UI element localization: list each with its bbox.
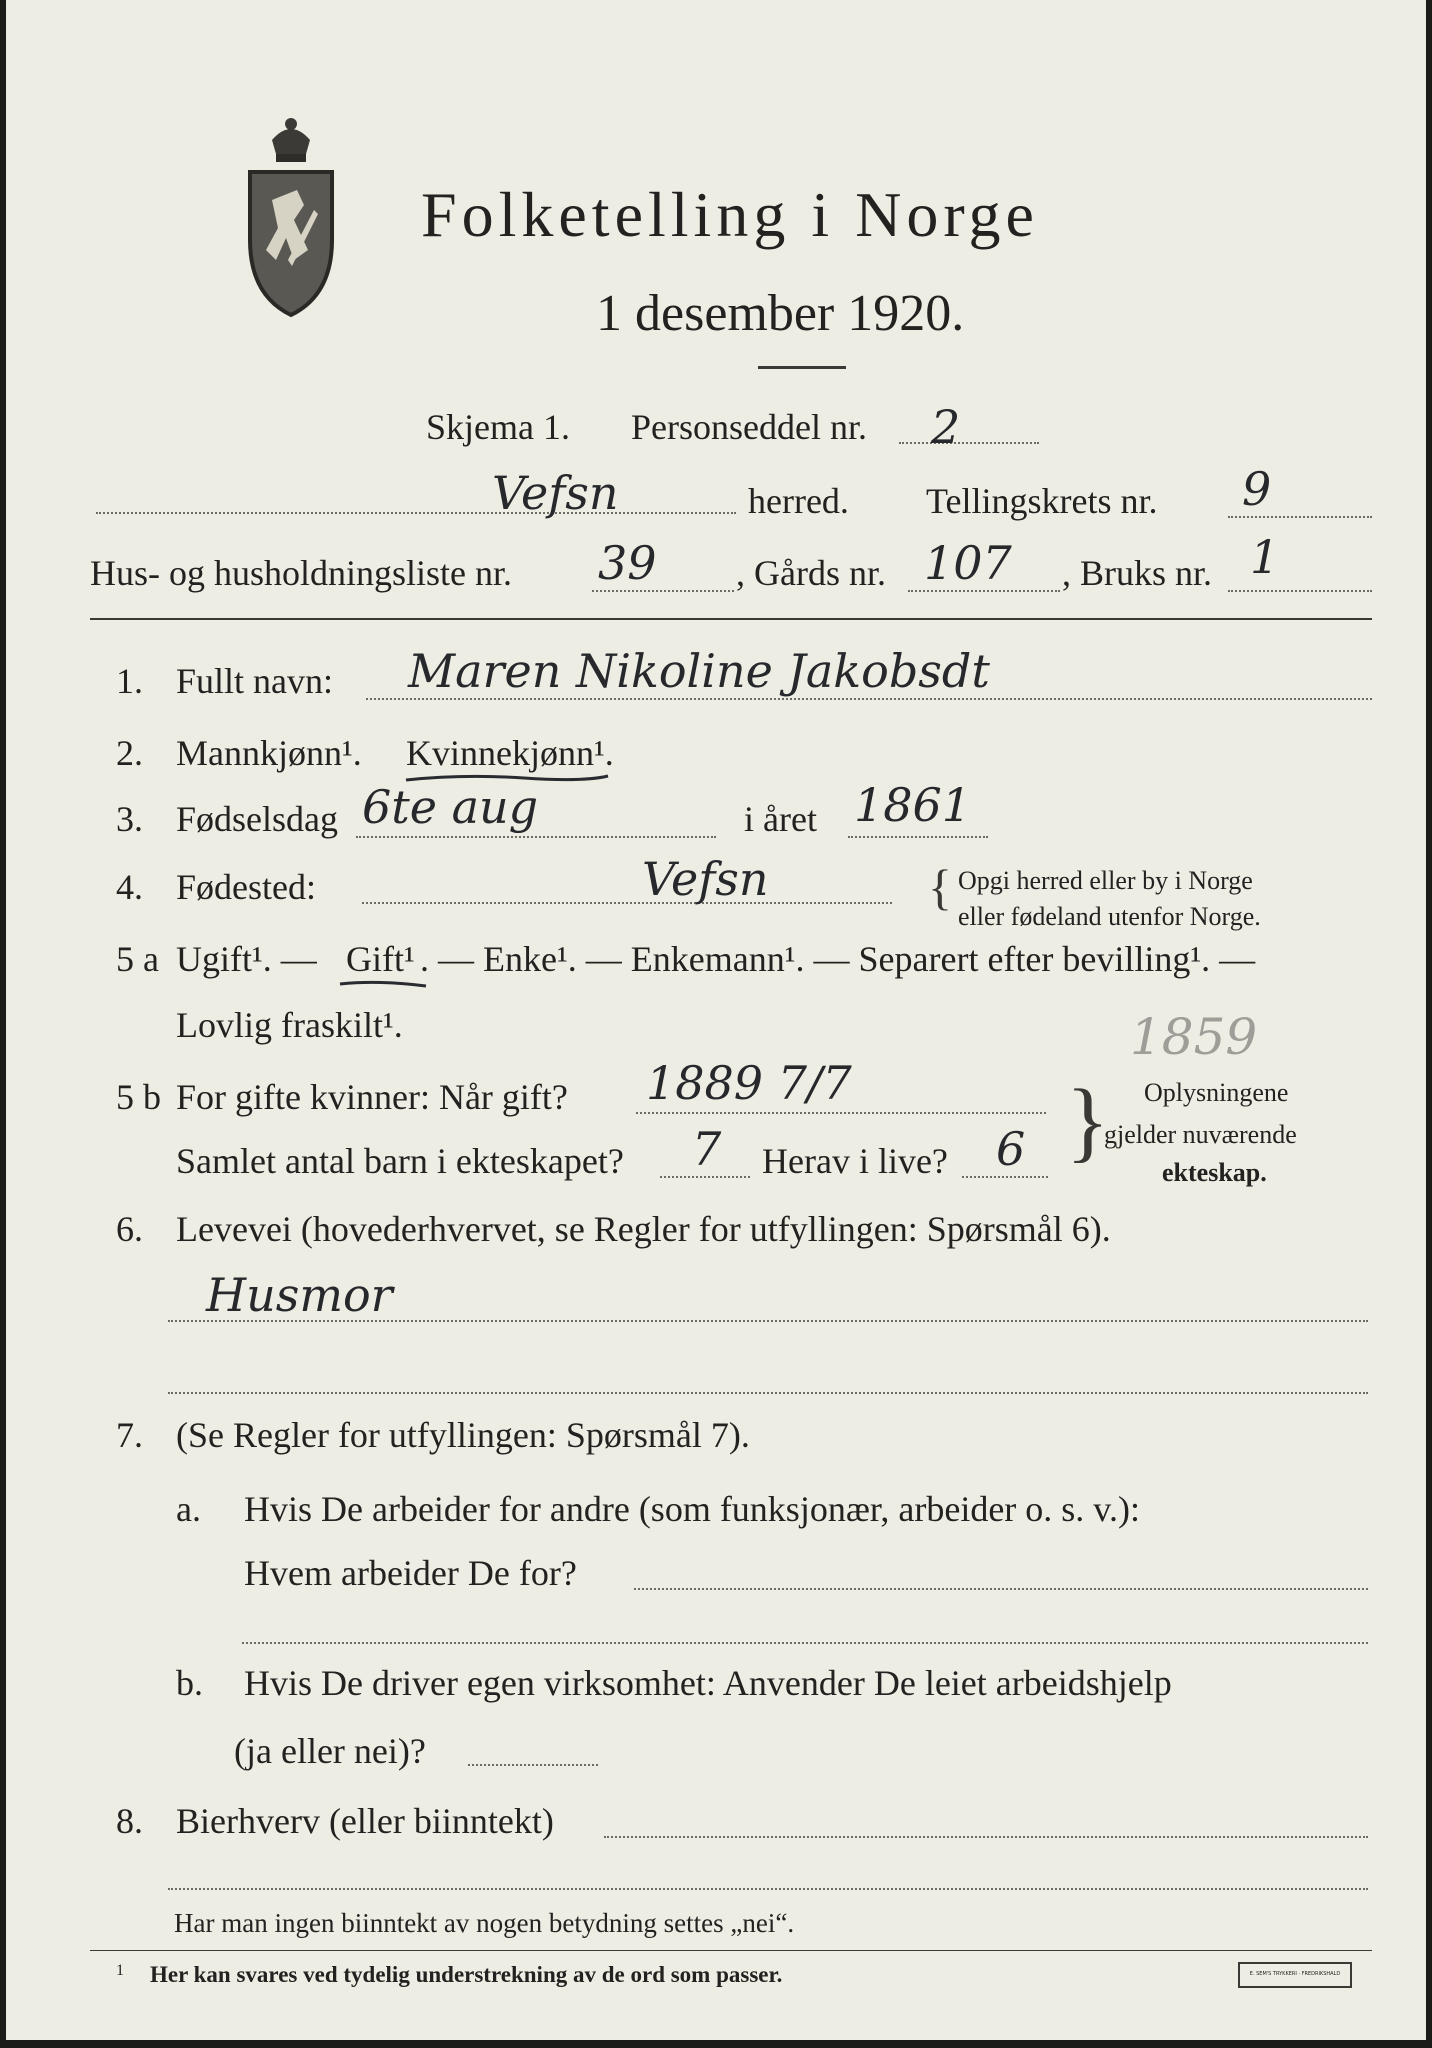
title-divider: [758, 366, 846, 369]
q3-year-label: i året: [744, 799, 817, 839]
q7b-question: (ja eller nei)?: [234, 1731, 426, 1771]
herred-value[interactable]: Vefsn: [492, 466, 619, 520]
q5b-note-line2: gjelder nuværende: [1104, 1120, 1297, 1149]
q7a-number: a.: [176, 1489, 201, 1529]
q5b-note-line1: Oplysningene: [1144, 1078, 1289, 1107]
q7b-text: Hvis De driver egen virksomhet: Anvender De leiet arbeidshjelp: [244, 1663, 1172, 1703]
husliste-value[interactable]: 39: [598, 536, 657, 590]
q2-female-option[interactable]: Kvinnekjønn¹.: [406, 733, 614, 773]
census-form: Folketelling i Norge 1 desember 1920. Skjema 1. Personseddel nr. 2 Vefsn herred. Tellingskrets nr. 9 Hus- og husholdningsliste nr. 39 , Gårds nr. 107 , Bruks nr. 1 1. Fullt navn: Maren Nikoline Jakobsdt 2. Mannkjønn¹. Kvinnekjønn¹. 3. Fødselsdag 6te aug i året 1861 4. Fødested: Vefsn { Opgi herred eller by i Norge eller fødeland utenfor Norge. 5 a Ugift¹. — Gift¹ . — Enke¹. — Enkemann¹. — Separert efter bevilling¹. — Lovlig fraskilt¹. 1859 5 b For gifte kvinner: Når gift? 1889 7/7 Samlet antal barn i ekteskapet? 7 Herav i live? 6 } Oplysningene gjelder nuværende ekteskap. 6. Levevei (hovederhvervet, se Regler for utfyllingen: Spørsmål 6). Husmor 7. (Se Regler for utfyllingen: Spørsmål 7). a. Hvis De arbeider for andre (som funksjonær, arbeider o. s. v.): Hvem arbeider De for? b. Hvis De driver egen virksomhet: Anvender De leiet arbeidshjelp (ja eller nei)? 8. Bierhverv (eller biinntekt) Har man ingen biinntekt av nogen betydning settes „nei“. 1 Her kan svares ved tydelig understrekning av de ord som passer. E. SEM'S TRYKKERI · FREDRIKSHALD: [6, 0, 1426, 2040]
q5a-pencil-annotation: 1859: [1130, 1008, 1258, 1066]
tellingskrets-value[interactable]: 9: [1242, 462, 1272, 516]
q5a-ugift-option[interactable]: Ugift¹. —: [176, 939, 317, 979]
q1-full-name-value[interactable]: Maren Nikoline Jakobsdt: [408, 644, 990, 698]
q7b-number: b.: [176, 1663, 203, 1703]
q7a-text: Hvis De arbeider for andre (som funksjonær, arbeider o. s. v.):: [244, 1489, 1140, 1529]
bruks-value[interactable]: 1: [1250, 530, 1280, 584]
personseddel-value[interactable]: 2: [931, 400, 961, 454]
schema-label: Skjema 1.: [426, 407, 570, 447]
q7a-question: Hvem arbeider De for?: [244, 1553, 577, 1593]
q5b-note-line3: ekteskap.: [1162, 1158, 1267, 1187]
q5b-alive-label: Herav i live?: [762, 1141, 948, 1181]
footer-note: Har man ingen biinntekt av nogen betydning settes „nei“.: [174, 1908, 795, 1938]
q7b-answer-line[interactable]: [468, 1764, 598, 1766]
q3-birthday-value[interactable]: 6te aug: [362, 780, 539, 834]
footnote-mark: 1: [116, 1962, 124, 1979]
census-date: 1 desember 1920.: [596, 285, 965, 342]
q2-number: 2.: [116, 733, 143, 773]
q7-label: (Se Regler for utfyllingen: Spørsmål 7).: [176, 1415, 750, 1455]
q4-birthplace-value[interactable]: Vefsn: [642, 852, 769, 906]
q6-label: Levevei (hovederhvervet, se Regler for utfyllingen: Spørsmål 6).: [176, 1209, 1111, 1249]
q5b-children-label: Samlet antal barn i ekteskapet?: [176, 1141, 624, 1181]
personseddel-label: Personseddel nr.: [631, 407, 867, 447]
header-rule: [90, 618, 1372, 620]
q5b-number: 5 b: [116, 1077, 161, 1117]
q3-label: Fødselsdag: [176, 799, 338, 839]
gards-label: , Gårds nr.: [736, 553, 886, 593]
q5a-other-options[interactable]: . — Enke¹. — Enkemann¹. — Separert efter bevilling¹. —: [420, 939, 1256, 979]
q4-label: Fødested:: [176, 867, 316, 907]
q8-number: 8.: [116, 1801, 143, 1841]
q7a-answer-line-2[interactable]: [242, 1642, 1368, 1644]
q3-year-value[interactable]: 1861: [854, 778, 972, 832]
bruks-label: , Bruks nr.: [1062, 553, 1213, 593]
q1-number: 1.: [116, 661, 143, 701]
form-title: Folketelling i Norge: [421, 179, 1039, 250]
tellingskrets-label: Tellingskrets nr.: [926, 481, 1158, 521]
q5b-married-value[interactable]: 1889 7/7: [646, 1056, 852, 1110]
q1-label: Fullt navn:: [176, 661, 334, 701]
q3-number: 3.: [116, 799, 143, 839]
printer-stamp: E. SEM'S TRYKKERI · FREDRIKSHALD: [1238, 1962, 1352, 1988]
q5a-number: 5 a: [116, 939, 159, 979]
q4-note-line2: eller fødeland utenfor Norge.: [958, 902, 1261, 931]
husliste-label: Hus- og husholdningsliste nr.: [90, 553, 513, 593]
footer-rule: [90, 1950, 1372, 1951]
herred-label: herred.: [748, 481, 849, 521]
q4-note-line1: Opgi herred eller by i Norge: [958, 866, 1253, 895]
q5a-gift-option[interactable]: Gift¹: [346, 939, 415, 979]
q8-answer-line-2[interactable]: [168, 1888, 1368, 1890]
q6-extra-line[interactable]: [168, 1392, 1368, 1394]
q5a-fraskilt-option[interactable]: Lovlig fraskilt¹.: [176, 1005, 403, 1045]
q5b-label: For gifte kvinner: Når gift?: [176, 1077, 568, 1117]
coat-of-arms-icon: [242, 110, 340, 322]
gards-value[interactable]: 107: [924, 536, 1012, 590]
q5b-children-value[interactable]: 7: [692, 1122, 722, 1176]
q7-number: 7.: [116, 1415, 143, 1455]
q7a-answer-line[interactable]: [634, 1588, 1368, 1590]
q6-occupation-value[interactable]: Husmor: [206, 1268, 393, 1322]
footnote-text: Her kan svares ved tydelig understrekning av de ord som passer.: [150, 1962, 783, 1987]
q4-number: 4.: [116, 867, 143, 907]
q8-answer-line[interactable]: [604, 1836, 1368, 1838]
q5b-alive-value[interactable]: 6: [996, 1122, 1026, 1176]
q2-male-option[interactable]: Mannkjønn¹.: [176, 733, 362, 773]
q8-label: Bierhverv (eller biinntekt): [176, 1801, 554, 1841]
q5a-underline-mark: [338, 976, 428, 992]
q6-number: 6.: [116, 1209, 143, 1249]
